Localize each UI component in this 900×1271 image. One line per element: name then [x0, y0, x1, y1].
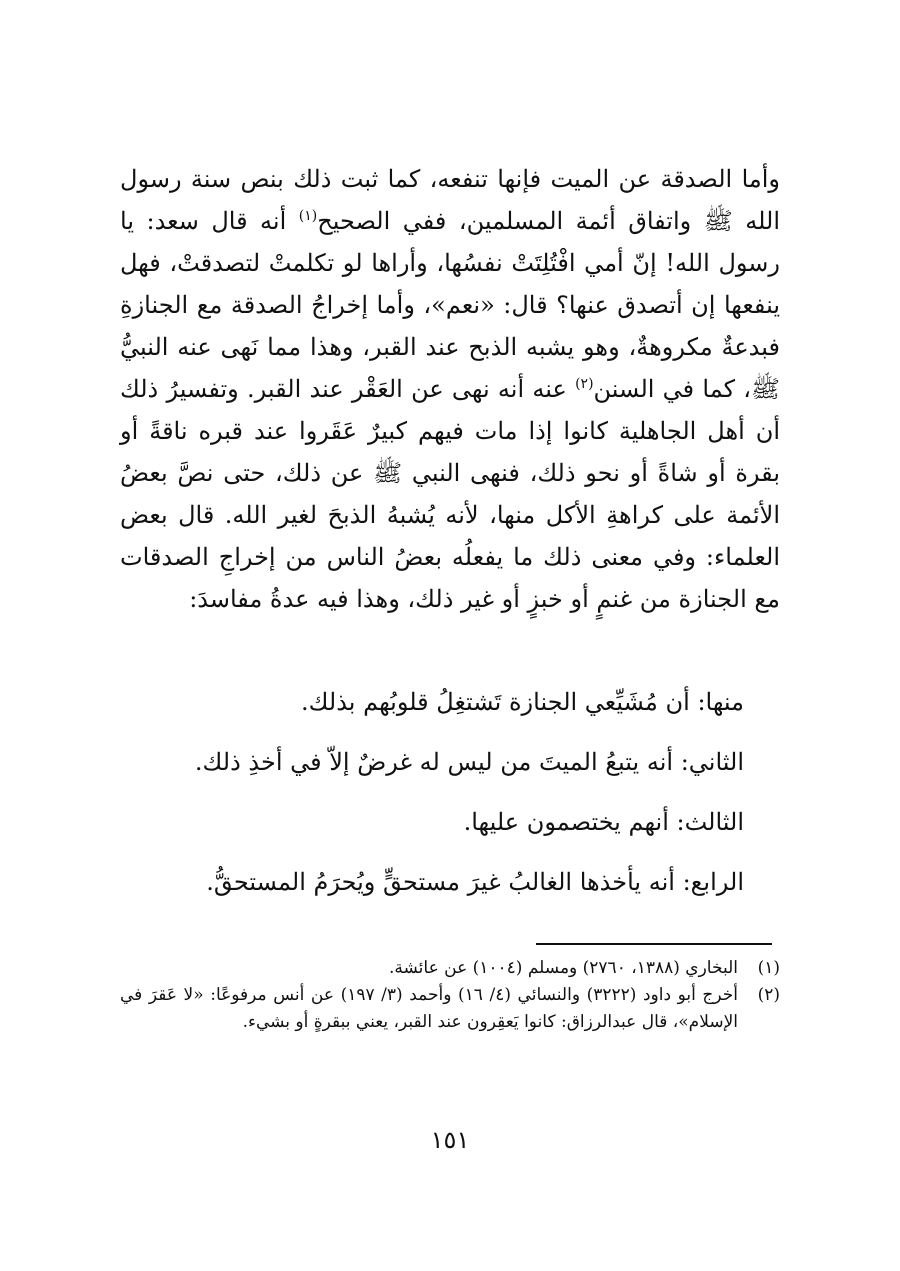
footnote-1 [120, 955, 780, 982]
harm-point-second: الثاني: أنه يتبعُ الميتَ من ليس له غرضٌ إلاّ في أخذِ ذلك. [194, 748, 744, 776]
footnote-number: (١) [757, 958, 780, 978]
footnote-ref-2[interactable]: (٢) [575, 376, 594, 392]
footnote-separator [536, 943, 772, 945]
footnotes [120, 955, 780, 1036]
footnote-2 [120, 982, 780, 1036]
harms-list [120, 686, 780, 926]
harm-point-first: منها: أن مُشَيِّعي الجنازة تَشتغِلُ قلوبُهم بذلك. [301, 688, 744, 716]
paragraph-text-part-2: أنه قال سعد: يا رسول الله! إنّ أمي افْتُلِتَتْ نفسُها، وأراها لو تكلمتْ لتصدقتْ، فهل ينفعها إن أتصدق عنها؟ قال: «نعم»، وأما إخراجُ الصدقة مع الجنازةِ فبدعةٌ مكروهةٌ، وهو يشبه الذبح عند القبر، وهذا مما نَهى عنه النبيُّ ﷺ، كما في السنن [120, 207, 780, 403]
harm-point-third: الثالث: أنهم يختصمون عليها. [463, 808, 744, 836]
footnote-ref-1[interactable]: (١) [298, 208, 318, 224]
paragraph-text-part-3: عنه أنه نهى عن العَقْر عند القبر. وتفسيرُ ذلك أن أهل الجاهلية كانوا إذا مات فيهم كبيرٌ عَقَروا عند قبره ناقةً أو بقرة أو شاةً أو نحو ذلك، فنهى النبي ﷺ عن ذلك، حتى نصَّ بعضُ الأئمة على كراهةِ الأكل منها، لأنه يُشبهُ الذبحَ لغير الله. قال بعض العلماء: وفي معنى ذلك ما يفعلُه بعضُ الناس من إخراجِ الصدقات مع الجنازة من غنمٍ أو خبزٍ أو غير ذلك، وهذا فيه عدةُ مفاسدَ: [120, 375, 780, 613]
paragraph-text-part-1: وأما الصدقة عن الميت فإنها تنفعه، كما ثبت ذلك بنص سنة رسول الله ﷺ واتفاق أئمة المسلمين، ففي الصحيح [120, 165, 781, 235]
footnote-number: (٢) [757, 985, 780, 1005]
footnote-text: أخرج أبو داود (٣٢٢٢) والنسائي (٤/ ١٦) وأحمد (٣/ ١٩٧) عن أنس مرفوعًا: «لا عَقرَ في الإسلام»، قال عبدالرزاق: كانوا يَعقِرون عند القبر، يعني ببقرةٍ أو بشيء. [120, 985, 738, 1032]
page-number: ١٥١ [430, 1126, 470, 1154]
footnote-text: البخاري (١٣٨٨، ٢٧٦٠) ومسلم (١٠٠٤) عن عائشة. [389, 958, 738, 978]
main-paragraph [120, 158, 780, 620]
harm-point-fourth: الرابع: أنه يأخذها الغالبُ غيرَ مستحقٍّ ويُحرَمُ المستحقُّ. [206, 868, 744, 896]
